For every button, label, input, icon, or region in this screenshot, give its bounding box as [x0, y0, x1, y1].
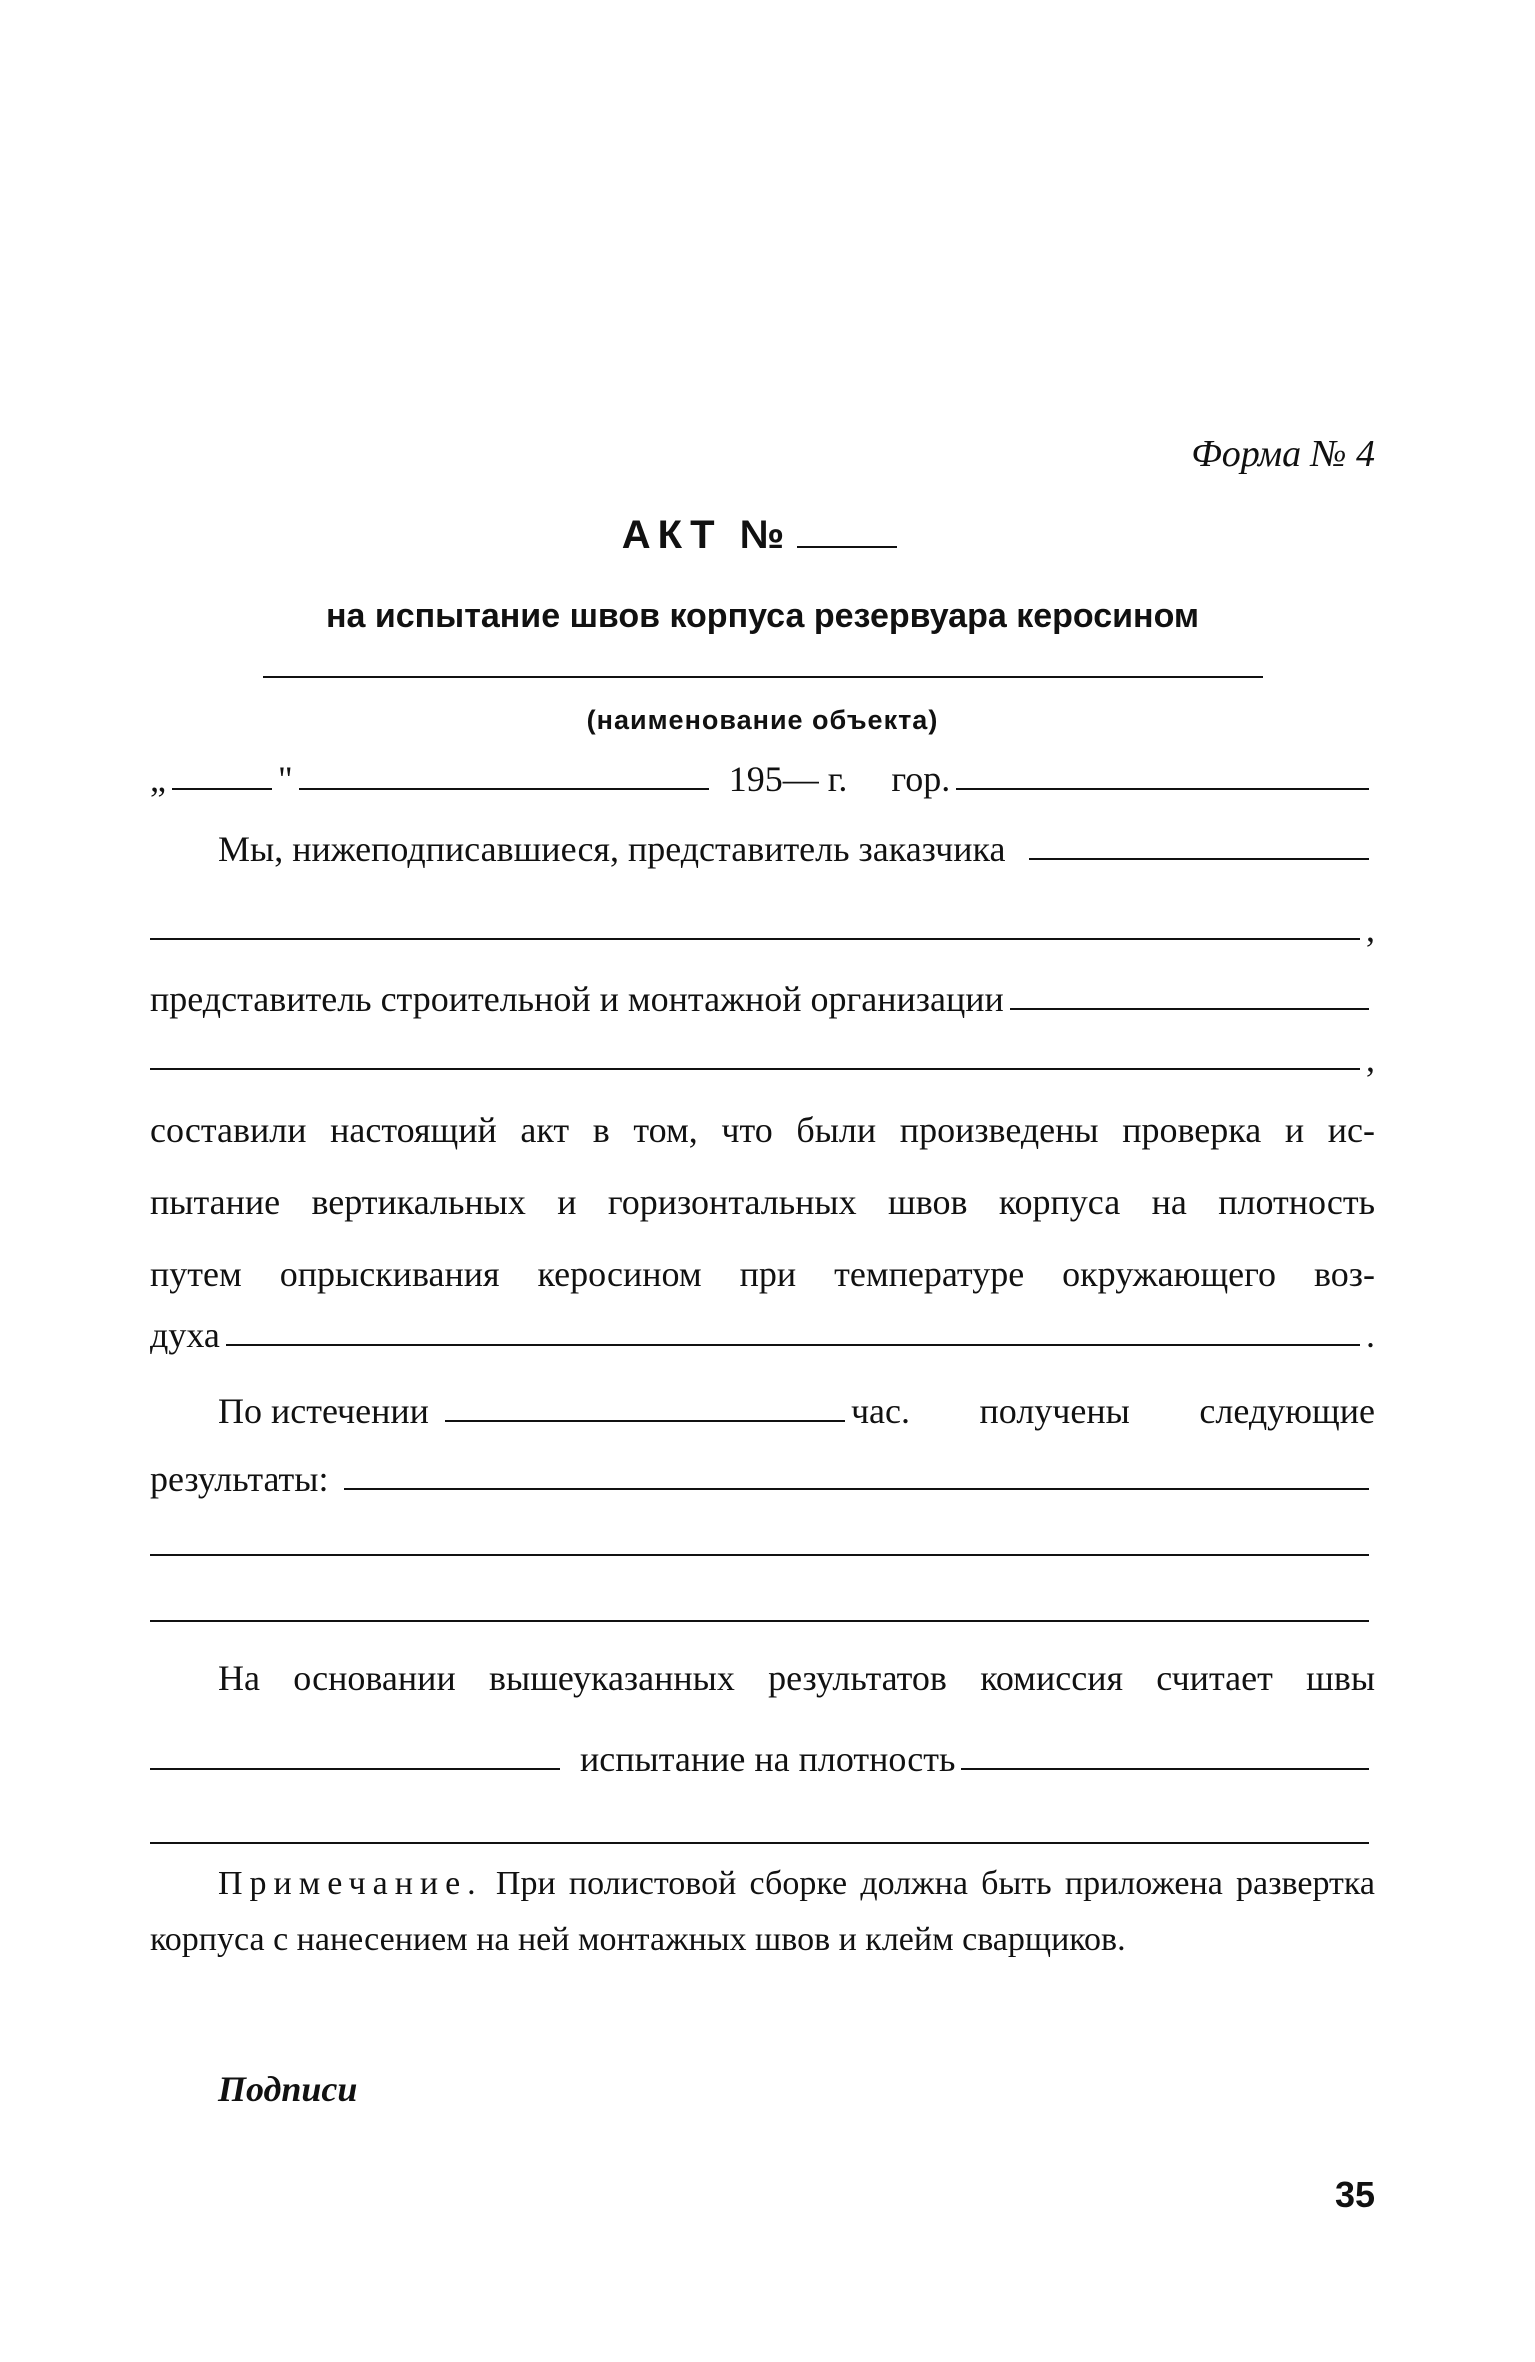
final-blank[interactable]	[150, 1842, 1369, 1844]
customer-blank-row	[150, 892, 1375, 950]
org-blank-row	[150, 1022, 1375, 1080]
object-caption-row	[150, 678, 1375, 736]
page-number-row	[150, 2158, 1375, 2216]
note-label: Примечание.	[218, 1865, 483, 1902]
city-blank[interactable]	[956, 788, 1369, 790]
org-row	[150, 962, 1375, 1020]
note-paragraph	[150, 1856, 1375, 1968]
form-number-row	[150, 418, 1375, 476]
city-label: гор.	[891, 759, 951, 799]
results-row	[150, 1442, 1375, 1500]
hours-text: час. получены следующие	[850, 1391, 1375, 1431]
year-text: 195— г.	[728, 759, 848, 799]
org-blank[interactable]	[1010, 1008, 1369, 1010]
results-blank-row-2	[150, 1508, 1375, 1566]
body-line-3: путем опрыскивания керосином при температуре окружающего воз-	[150, 1254, 1375, 1294]
org-blank-2[interactable]	[150, 1068, 1360, 1070]
act-number-blank[interactable]	[797, 546, 897, 548]
act-subtitle: на испытание швов корпуса резервуара керосином	[325, 597, 1200, 635]
date-row	[150, 742, 1375, 800]
customer-row	[150, 812, 1375, 870]
density-blank[interactable]	[961, 1768, 1369, 1770]
results-blank-1[interactable]	[344, 1488, 1369, 1490]
comma-1: ,	[1366, 909, 1375, 949]
results-blank-2[interactable]	[150, 1554, 1369, 1556]
density-text: испытание на плотность	[580, 1739, 956, 1779]
customer-blank-2[interactable]	[150, 938, 1360, 940]
signatures-label: Подписи	[218, 2069, 358, 2109]
final-blank-row	[150, 1796, 1375, 1854]
body-line-2: пытание вертикальных и горизонтальных швов корпуса на плотность	[150, 1182, 1375, 1222]
page-number: 35	[1334, 2174, 1375, 2215]
air-temp-row	[150, 1298, 1375, 1356]
month-blank[interactable]	[299, 788, 709, 790]
note-text: При полистовой сборке должна быть приложена развертка корпуса с нанесением на ней монтажных швов и клейм сварщиков.	[150, 1865, 1376, 1958]
org-text: представитель строительной и монтажной организации	[150, 979, 1004, 1019]
comma-2: ,	[1366, 1039, 1375, 1079]
conclusion-text: На основании вышеуказанных результатов комиссия считает швы	[218, 1658, 1375, 1698]
object-caption: (наименование объекта)	[586, 705, 939, 735]
quote-close: "	[277, 759, 293, 799]
body-line-1: составили настоящий акт в том, что были произведены проверка и ис-	[150, 1110, 1375, 1150]
body-lines	[150, 1094, 1375, 1310]
results-blank-3[interactable]	[150, 1620, 1369, 1622]
day-blank[interactable]	[172, 788, 272, 790]
density-row	[150, 1722, 1375, 1780]
verdict-blank[interactable]	[150, 1768, 560, 1770]
results-label: результаты:	[150, 1459, 329, 1499]
conclusion-row	[150, 1642, 1375, 1714]
hours-blank[interactable]	[445, 1420, 845, 1422]
after-expiry-text: По истечении	[218, 1391, 429, 1431]
note-block	[150, 1856, 1375, 1968]
form-label: Форма № 4	[1191, 433, 1375, 475]
subtitle-row	[150, 578, 1375, 636]
customer-blank[interactable]	[1029, 858, 1369, 860]
act-title: АКТ №	[621, 513, 792, 557]
quote-open: „	[150, 759, 166, 799]
customer-text: Мы, нижеподписавшиеся, представитель заказчика	[218, 829, 1006, 869]
expiry-row	[150, 1374, 1375, 1432]
period: .	[1366, 1315, 1375, 1355]
air-word: духа	[150, 1315, 220, 1355]
signatures-row	[150, 2052, 1375, 2110]
results-blank-row-3	[150, 1574, 1375, 1632]
title-row	[150, 500, 1375, 558]
temperature-blank[interactable]	[226, 1344, 1360, 1346]
